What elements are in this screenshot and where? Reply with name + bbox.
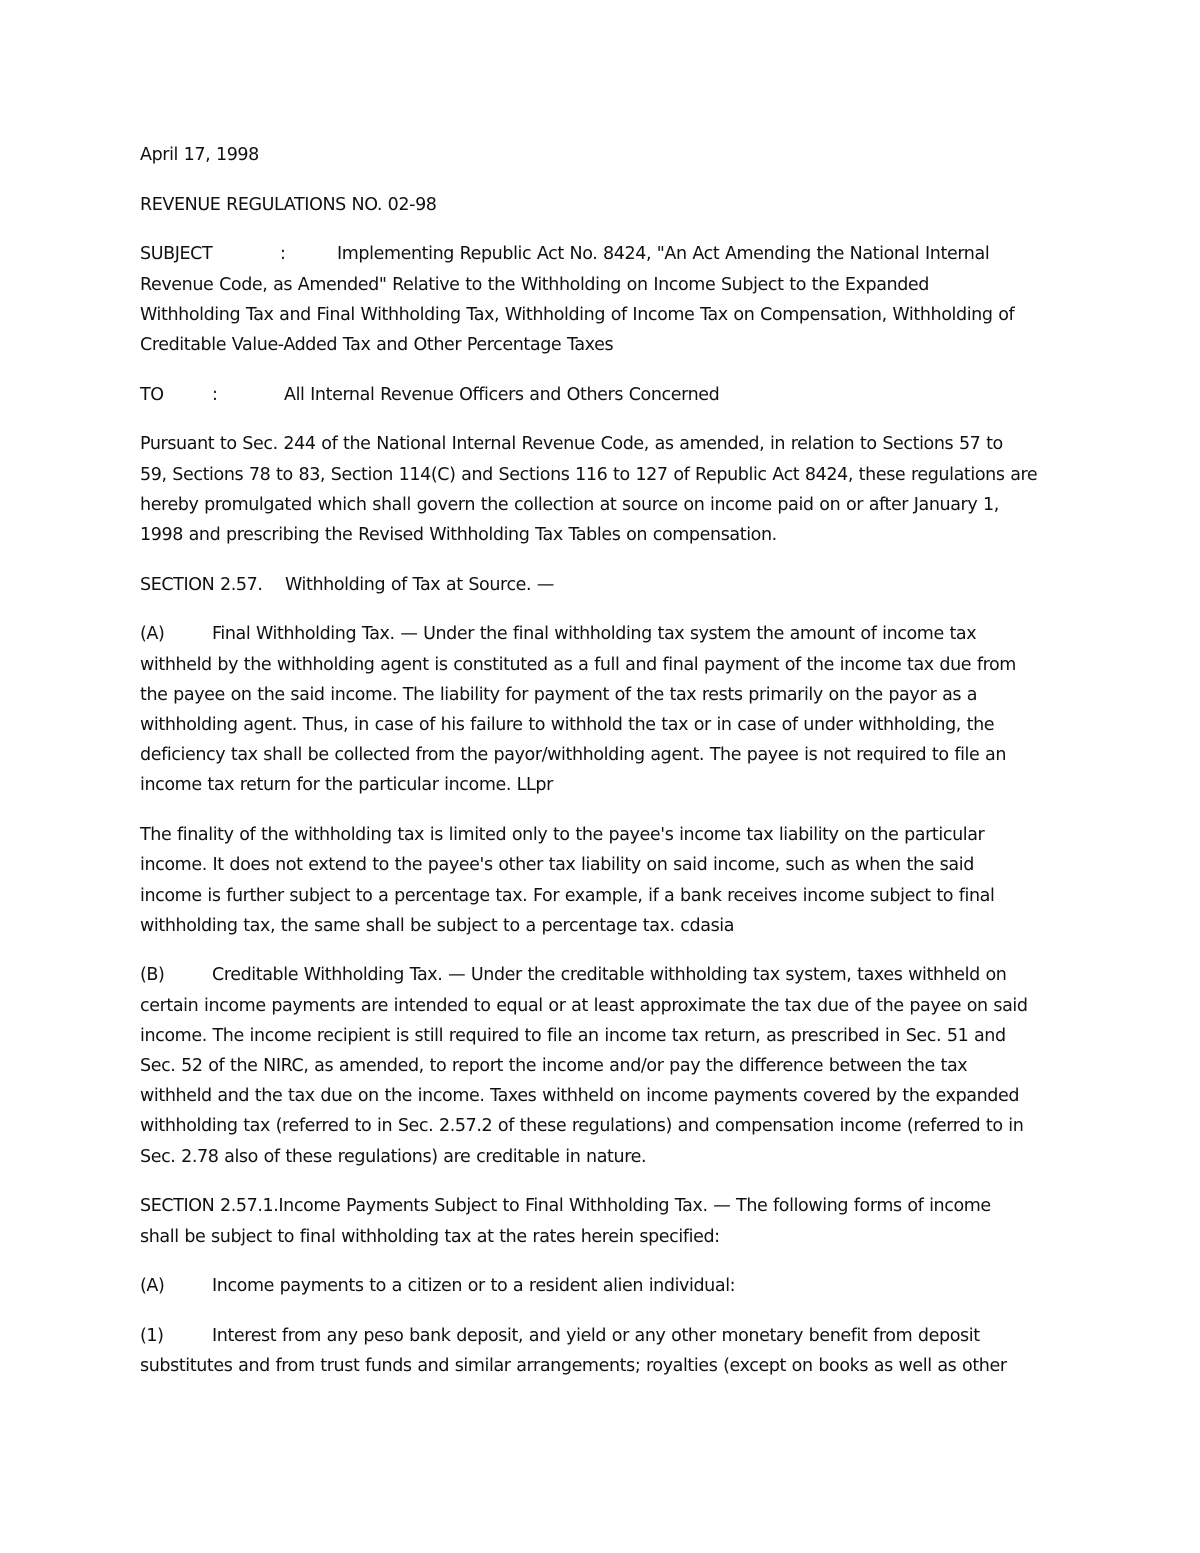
paragraph-a-line: income tax return for the particular income. LLpr (140, 775, 553, 796)
paragraph-b-label: (B) (140, 965, 165, 986)
subject-line-4: Creditable Value-Added Tax and Other Percentage Taxes (140, 335, 614, 356)
item-1-text-1: Interest from any peso bank deposit, and yield or any other monetary benefit from deposit (212, 1326, 980, 1346)
paragraph-a-line: deficiency tax shall be collected from the payor/withholding agent. The payee is not required to file an (140, 745, 1007, 766)
item-1-line-1 (140, 1321, 1080, 1351)
finality-line: income is further subject to a percentage tax. For example, if a bank receives income subject to final (140, 885, 995, 906)
subject-line-3: Withholding Tax and Final Withholding Tax, Withholding of Income Tax on Compensation, Withholding of (140, 304, 1015, 325)
paragraph-b-line: income. The income recipient is still required to file an income tax return, as prescribed in Sec. 51 and (140, 1025, 1006, 1046)
preamble-line: 59, Sections 78 to 83, Section 114(C) and Sections 116 to 127 of Republic Act 8424, these regulations are (140, 464, 1038, 485)
subject-text-1: Implementing Republic Act No. 8424, "An Act Amending the National Internal (337, 244, 990, 265)
paragraph-a-line: the payee on the said income. The liability for payment of the tax rests primarily on the payor as a (140, 684, 978, 705)
paragraph-b-line: withholding tax (referred to in Sec. 2.57.2 of these regulations) and compensation income (referred to in (140, 1116, 1024, 1137)
finality-paragraph (140, 820, 1080, 941)
document-date: April 17, 1998 (140, 145, 259, 165)
finality-line: The finality of the withholding tax is limited only to the payee's income tax liability on the particular (140, 825, 985, 846)
paragraph-b-line: certain income payments are intended to equal or at least approximate the tax due of the payee on said (140, 995, 1028, 1016)
regulation-number: REVENUE REGULATIONS NO. 02-98 (140, 194, 437, 215)
paragraph-a-line: withheld by the withholding agent is constituted as a full and final payment of the income tax due from (140, 654, 1016, 675)
paragraph-a (140, 619, 1080, 800)
paragraph-a-text-1: Final Withholding Tax. — Under the final withholding tax system the amount of income tax (212, 624, 977, 645)
item-1-line-2: substitutes and from trust funds and similar arrangements; royalties (except on books as well as other (140, 1356, 1007, 1377)
section-2571 (140, 1191, 1080, 1251)
subject-line-2: Revenue Code, as Amended" Relative to the Withholding on Income Subject to the Expanded (140, 274, 929, 295)
paragraph-b-line: Sec. 52 of the NIRC, as amended, to report the income and/or pay the difference between the tax (140, 1056, 968, 1077)
section-257-title: Withholding of Tax at Source. — (285, 574, 554, 595)
item-1 (140, 1321, 1080, 1381)
finality-line: income. It does not extend to the payee's other tax liability on said income, such as when the said (140, 855, 974, 876)
item-a-text: Income payments to a citizen or to a resident alien individual: (212, 1276, 736, 1297)
subject-colon: : (280, 244, 286, 265)
section-2571-line-2: shall be subject to final withholding tax at the rates herein specified: (140, 1226, 720, 1247)
preamble-line: hereby promulgated which shall govern the collection at source on income paid on or after January 1, (140, 494, 999, 515)
paragraph-b-line: withheld and the tax due on the income. Taxes withheld on income payments covered by the expanded (140, 1086, 1020, 1107)
subject-block (140, 239, 1080, 360)
preamble-line: Pursuant to Sec. 244 of the National Internal Revenue Code, as amended, in relation to Sections 57 to (140, 434, 1003, 455)
preamble-line: 1998 and prescribing the Revised Withholding Tax Tables on compensation. (140, 525, 777, 546)
paragraph-b-line: Sec. 2.78 also of these regulations) are creditable in nature. (140, 1146, 647, 1167)
paragraph-a-line: withholding agent. Thus, in case of his failure to withhold the tax or in case of under withholding, the (140, 715, 995, 736)
paragraph-b-text-1: Creditable Withholding Tax. — Under the creditable withholding tax system, taxes withheld on (212, 965, 1007, 986)
paragraph-a-line-1 (140, 619, 1080, 649)
to-text: All Internal Revenue Officers and Others Concerned (284, 384, 720, 405)
preamble-paragraph (140, 429, 1080, 550)
subject-line-1 (140, 239, 1080, 269)
section-257-heading (140, 570, 1080, 600)
paragraph-a-label: (A) (140, 624, 165, 645)
item-a-label: (A) (140, 1276, 165, 1297)
section-2571-line-1: SECTION 2.57.1.Income Payments Subject to Final Withholding Tax. — The following forms of income (140, 1196, 991, 1217)
paragraph-b-line-1 (140, 960, 1080, 990)
document-body (140, 140, 1080, 1381)
paragraph-b (140, 960, 1080, 1171)
item-1-label: (1) (140, 1326, 164, 1346)
section-257-number: SECTION 2.57. (140, 574, 263, 595)
to-line (140, 380, 1080, 410)
to-label: TO (140, 384, 164, 405)
to-colon: : (212, 384, 218, 405)
finality-line: withholding tax, the same shall be subject to a percentage tax. cdasia (140, 915, 735, 936)
item-a (140, 1271, 1080, 1301)
subject-label: SUBJECT (140, 244, 213, 265)
